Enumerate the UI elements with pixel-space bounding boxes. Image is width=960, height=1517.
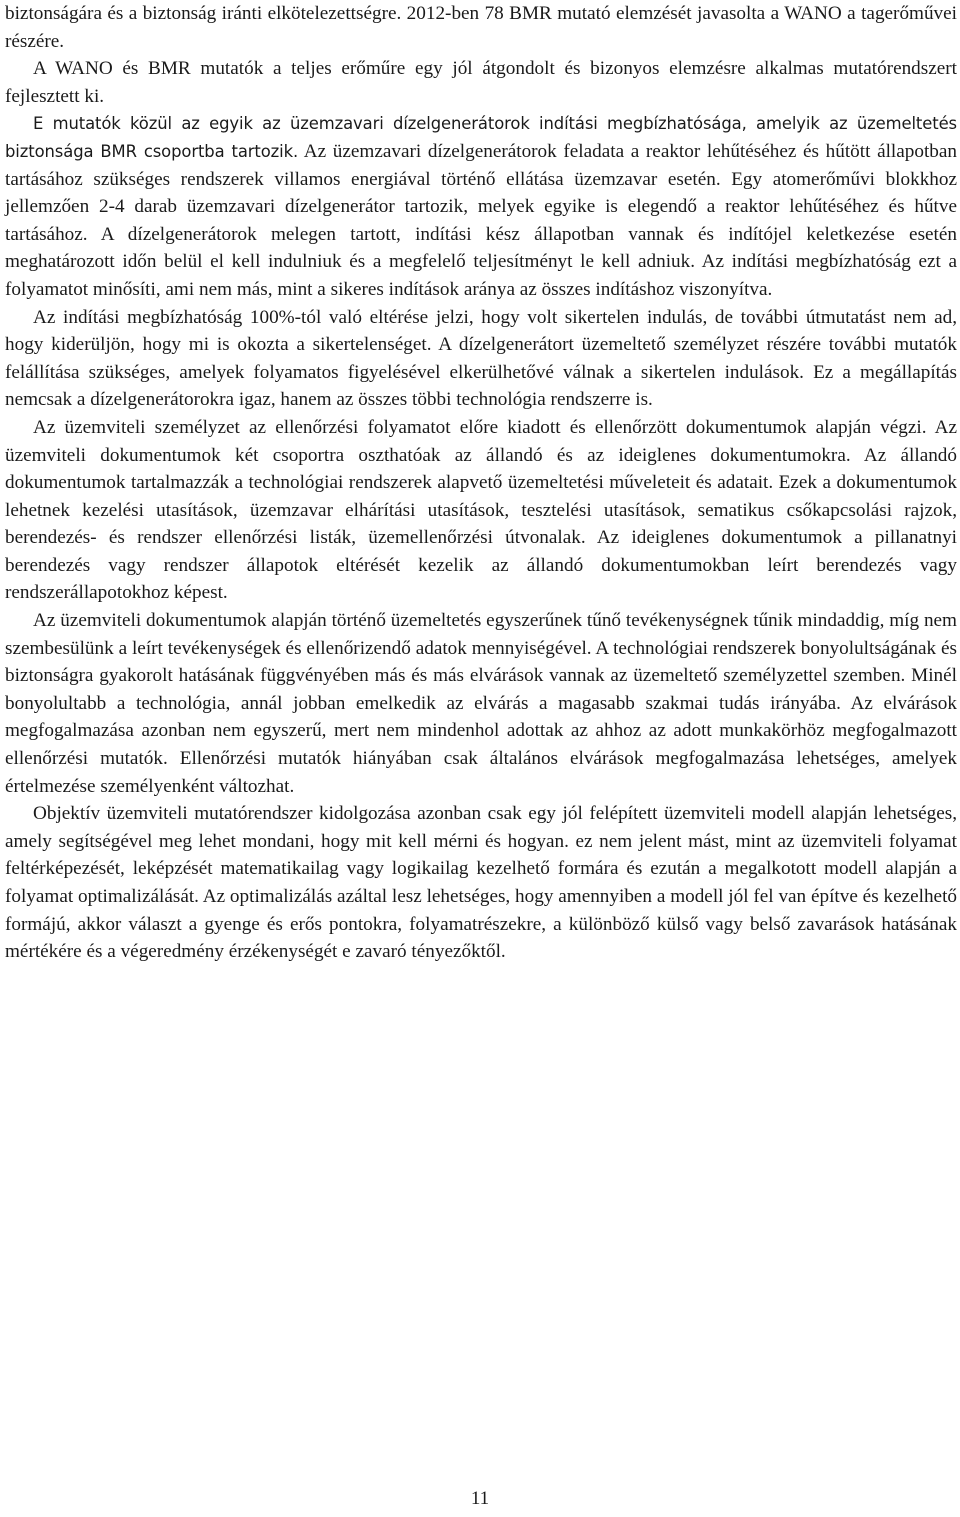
paragraph-2 — [5, 55, 957, 110]
paragraph-3-sans-text: E mutatók közül az egyik az üzemzavari dízelgenerátorok indítási megbízhatósága, amelyik az üzemeltetés biztonsága BMR csoportba tartozik. — [5, 114, 957, 161]
paragraph-2-text: A WANO és BMR mutatók a teljes erőműre egy jól átgondolt és bizonyos elemzésre alkalmas mutatórendszert fejlesztett ki. — [5, 58, 957, 107]
paragraph-1-text: biztonságára és a biztonság iránti elkötelezettségre. 2012-ben 78 BMR mutató elemzését javasolta a WANO a tagerőművei részére. — [5, 3, 957, 52]
paragraph-5-text: Az üzemviteli személyzet az ellenőrzési folyamatot előre kiadott és ellenőrzött dokumentumok alapján végzi. Az üzemviteli dokumentumok két csoportra oszthatóak az állandó és az ideiglenes dokumentumokra. Az állandó dokumentumok tartalmazzák a technológiai rendszerek alapvető üzemeltetési műveleteit és adatait. Ezek a dokumentumok lehetnek kezelési utasítások, üzemzavar elhárítási utasítások, tesztelési utasítások, sematikus csőkapcsolási rajzok, berendezés- és rendszer ellenőrzési listák, üzemellenőrzési útvonalak. Az ideiglenes dokumentumok a pillanatnyi berendezés vagy rendszer állapotok eltérését kezelik az állandó dokumentumokban leírt berendezés vagy rendszerállapotokhoz képest. — [5, 416, 957, 604]
paragraph-5 — [5, 414, 957, 607]
paragraph-7-text: Objektív üzemviteli mutatórendszer kidolgozása azonban csak egy jól felépített üzemviteli modell alapján lehetséges, amely segítségével meg lehet mondani, hogy mit kell mérni és hogyan. ez nem jelent mást, mint az üzemviteli folyamat feltérképezését, leképzését matematikailag vagy logikailag kezelhető formára és ezután a megalkotott modell alapján a folyamat optimalizálását. Az optimalizálás azáltal lesz lehetséges, hogy amennyiben a modell jól fel van építve és kezelhető formájú, akkor választ a gyenge és erős pontokra, folyamatrészekre, a különböző külső vagy belső zavarások hatásának mértékére és a végeredmény érzékenységét e zavaró tényezőktől. — [5, 803, 957, 963]
paragraph-4-text: Az indítási megbízhatóság 100%-tól való eltérése jelzi, hogy volt sikertelen indulás, de további útmutatást nem ad, hogy kiderüljön, hogy mi is okozta a sikertelenséget. A dízelgenerátort üzemeltető személyzet részére további mutatók felállítása szükséges, amelyek folyamatos figyelésével elkerülhetővé válnak a sikertelen indulások. Ez a megállapítás nemcsak a dízelgenerátorokra igaz, hanem az összes többi technológia rendszerre is. — [5, 306, 957, 411]
paragraph-1 — [5, 0, 957, 55]
paragraph-7 — [5, 800, 957, 966]
paragraph-6 — [5, 607, 957, 800]
paragraph-3 — [5, 110, 957, 303]
paragraph-6-text: Az üzemviteli dokumentumok alapján történő üzemeltetés egyszerűnek tűnő tevékenységnek tűnik mindaddig, míg nem szembesülünk a leírt tevékenységek és ellenőrizendő adatok mennyiségével. A technológiai rendszerek bonyolultságának és biztonságra gyakorolt hatásának függvényében más és más elvárások vannak az üzemeltető személyzettel szemben. Minél bonyolultabb a technológia, annál jobban emelkedik az elvárás a magasabb szakmai tudás irányába. Az elvárások megfogalmazása azonban nem egyszerű, mert nem mindenhol adottak az ahhoz az adott munkakörhöz megfogalmazott ellenőrzési mutatók. Ellenőrzési mutatók hiányában csak általános elvárások megfogalmazása lehetséges, amelyek értelmezése személyenként változhat. — [5, 610, 957, 797]
paragraph-3-text: Az üzemzavari dízelgenerátorok feladata a reaktor lehűtéséhez és hűtött állapotban tartásához szükséges rendszerek villamos energiával történő ellátása üzemzavar esetén. Egy atomerőművi blokkhoz jellemzően 2-4 darab üzemzavari dízelgenerátor tartozik, melyek egyike is elegendő a reaktor lehűtéséhez és hűtve tartásához. A dízelgenerátorok melegen tartott, indítási kész állapotban vannak és indítójel keletkezése esetén meghatározott időn belül el kell indulniuk és a megfelelő teljesítményt le kell adniuk. Az indítási megbízhatóság ezt a folyamatot minősíti, ami nem más, mint a sikeres indítások aránya az összes indításhoz viszonyítva. — [5, 140, 958, 300]
document-page — [5, 0, 957, 966]
paragraph-4 — [5, 304, 957, 414]
page-number: 11 — [470, 1488, 490, 1509]
